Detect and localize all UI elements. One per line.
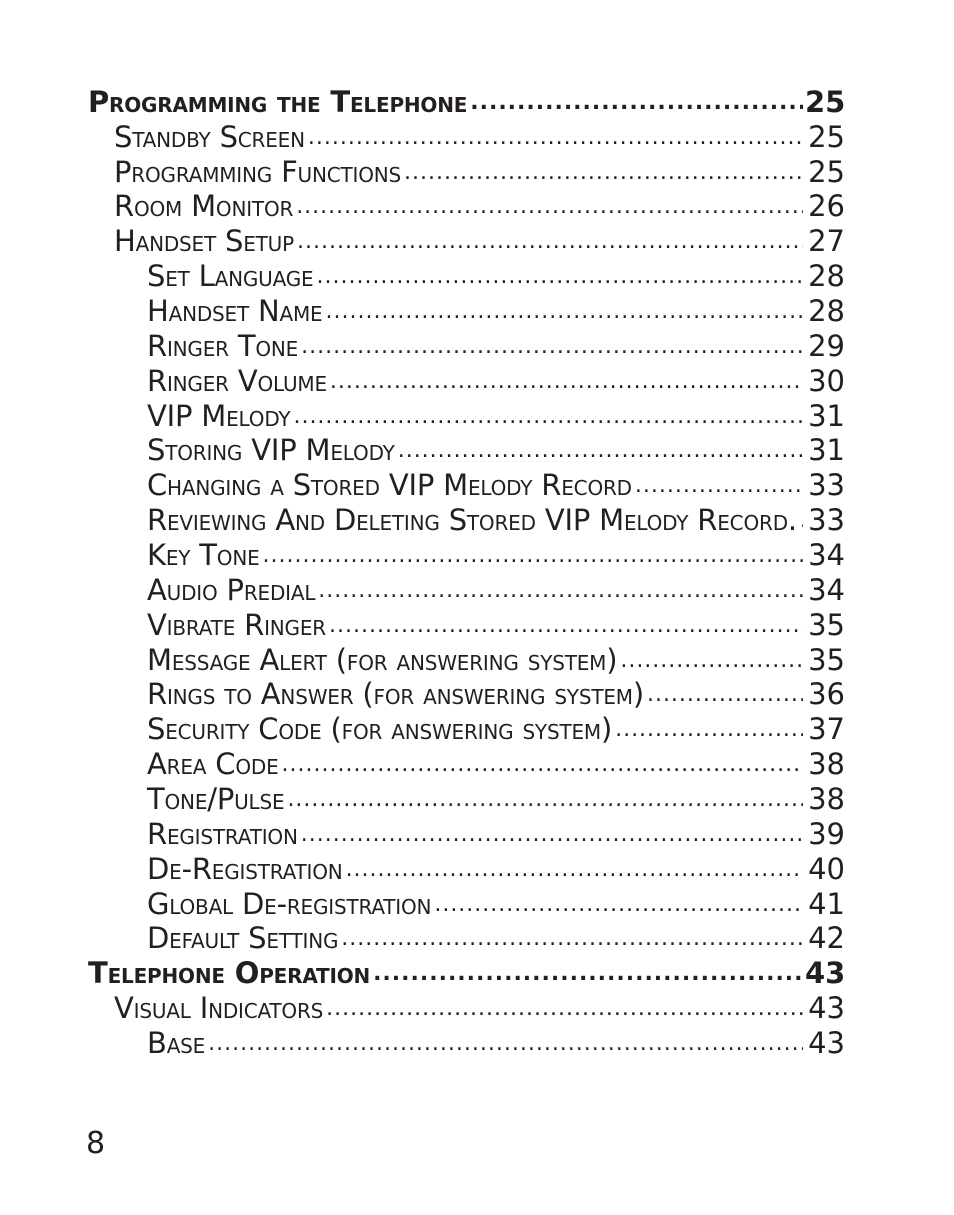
toc-entry-page: 43 bbox=[808, 991, 845, 1026]
toc-dot-leader bbox=[398, 440, 803, 462]
toc-entry-page: 36 bbox=[808, 677, 845, 712]
toc-dot-leader bbox=[301, 824, 803, 846]
toc-entry bbox=[0, 293, 954, 328]
toc-entry-title: Storing VIP Melody bbox=[147, 433, 395, 468]
toc-dot-leader bbox=[308, 127, 803, 149]
toc-dot-leader bbox=[325, 301, 803, 323]
toc-entry-title: Key Tone bbox=[147, 538, 260, 573]
toc-entry bbox=[0, 921, 954, 956]
toc-entry bbox=[0, 851, 954, 886]
toc-entry bbox=[0, 84, 954, 119]
toc-entry-page: 38 bbox=[808, 782, 845, 817]
toc-dot-leader bbox=[263, 545, 803, 567]
toc-entry bbox=[0, 502, 954, 537]
toc-dot-leader bbox=[297, 231, 803, 253]
toc-entry-title: Vibrate Ringer bbox=[147, 607, 326, 642]
toc-entry-page: 28 bbox=[808, 259, 845, 294]
toc-entry bbox=[0, 746, 954, 781]
toc-entry bbox=[0, 328, 954, 363]
toc-entry-title: Message Alert (for answering system) bbox=[147, 642, 618, 677]
toc-dot-leader bbox=[330, 371, 803, 393]
table-of-contents bbox=[0, 84, 954, 1060]
toc-entry-title: Changing a Stored VIP Melody Record bbox=[147, 468, 632, 503]
page-number: 8 bbox=[86, 1126, 106, 1161]
toc-entry-title: Default Setting bbox=[147, 921, 339, 956]
toc-entry-title: Ringer Tone bbox=[147, 328, 299, 363]
toc-dot-leader bbox=[316, 266, 803, 288]
toc-entry-title: De-Registration bbox=[147, 851, 343, 886]
toc-dot-leader bbox=[470, 92, 803, 114]
toc-entry bbox=[0, 363, 954, 398]
toc-entry-title: Handset Setup bbox=[114, 224, 294, 259]
toc-entry-page: 42 bbox=[808, 921, 845, 956]
toc-dot-leader bbox=[341, 928, 803, 950]
toc-entry-page: 30 bbox=[808, 363, 845, 398]
toc-entry bbox=[0, 154, 954, 189]
toc-entry-page: 39 bbox=[808, 816, 845, 851]
toc-entry bbox=[0, 398, 954, 433]
toc-entry-title: Ringer Volume bbox=[147, 363, 327, 398]
toc-entry bbox=[0, 886, 954, 921]
toc-entry-title: Standby Screen bbox=[114, 119, 305, 154]
toc-entry-page: 31 bbox=[808, 398, 845, 433]
toc-entry bbox=[0, 781, 954, 816]
toc-dot-leader bbox=[296, 196, 803, 218]
toc-entry-page: 38 bbox=[808, 747, 845, 782]
toc-dot-leader bbox=[301, 336, 803, 358]
toc-entry-title: Reviewing And Deleting Stored VIP Melody Record. bbox=[147, 503, 797, 538]
toc-entry bbox=[0, 119, 954, 154]
toc-dot-leader bbox=[434, 894, 803, 916]
toc-entry-page: 43 bbox=[808, 1026, 845, 1061]
toc-entry-page: 34 bbox=[808, 572, 845, 607]
toc-entry bbox=[0, 990, 954, 1025]
toc-entry-page: 29 bbox=[808, 328, 845, 363]
toc-entry bbox=[0, 223, 954, 258]
toc-entry bbox=[0, 467, 954, 502]
toc-dot-leader bbox=[318, 580, 803, 602]
toc-entry-title: Global De-registration bbox=[147, 886, 432, 921]
toc-dot-leader bbox=[647, 684, 803, 706]
toc-entry bbox=[0, 1025, 954, 1060]
toc-dot-leader bbox=[346, 859, 803, 881]
toc-entry-title: Programming Functions bbox=[114, 154, 402, 189]
toc-entry-page: 34 bbox=[808, 538, 845, 573]
toc-entry bbox=[0, 258, 954, 293]
toc-entry-page: 43 bbox=[805, 956, 846, 991]
toc-dot-leader bbox=[615, 719, 803, 741]
toc-entry-title: Set Language bbox=[147, 259, 314, 294]
toc-entry-title: Registration bbox=[147, 816, 298, 851]
toc-entry bbox=[0, 816, 954, 851]
toc-entry-page: 27 bbox=[808, 224, 845, 259]
toc-entry-title: VIP Melody bbox=[147, 398, 291, 433]
toc-entry-title: Base bbox=[147, 1026, 206, 1061]
toc-entry-page: 25 bbox=[808, 154, 845, 189]
toc-entry bbox=[0, 955, 954, 990]
toc-entry-title: Visual Indicators bbox=[114, 991, 324, 1026]
toc-dot-leader bbox=[282, 754, 804, 776]
toc-entry-page: 33 bbox=[808, 503, 845, 538]
toc-entry bbox=[0, 711, 954, 746]
toc-dot-leader bbox=[373, 963, 803, 985]
toc-dot-leader bbox=[287, 789, 803, 811]
toc-entry bbox=[0, 607, 954, 642]
toc-entry-title: Programming the Telephone bbox=[88, 84, 468, 119]
toc-entry-page: 31 bbox=[808, 433, 845, 468]
toc-entry-title: Area Code bbox=[147, 747, 279, 782]
toc-entry-page: 40 bbox=[808, 851, 845, 886]
toc-dot-leader bbox=[329, 615, 803, 637]
toc-entry-title: Security Code (for answering system) bbox=[147, 712, 613, 747]
toc-entry-page: 25 bbox=[808, 119, 845, 154]
toc-entry-title: Telephone Operation bbox=[88, 956, 371, 991]
toc-entry bbox=[0, 572, 954, 607]
toc-entry bbox=[0, 642, 954, 677]
toc-entry bbox=[0, 677, 954, 712]
toc-dot-leader bbox=[208, 1033, 803, 1055]
toc-dot-leader bbox=[635, 475, 803, 497]
toc-entry-page: 41 bbox=[808, 886, 845, 921]
toc-entry-page: 25 bbox=[805, 84, 846, 119]
toc-entry-page: 35 bbox=[808, 607, 845, 642]
toc-dot-leader bbox=[293, 406, 803, 428]
toc-entry-title: Room Monitor bbox=[114, 189, 294, 224]
toc-dot-leader bbox=[326, 998, 803, 1020]
toc-entry bbox=[0, 433, 954, 468]
toc-entry-title: Tone/Pulse bbox=[147, 782, 285, 817]
toc-entry-title: Rings to Answer (for answering system) bbox=[147, 677, 644, 712]
toc-entry-page: 26 bbox=[808, 189, 845, 224]
toc-entry-page: 28 bbox=[808, 294, 845, 329]
toc-dot-leader bbox=[404, 162, 803, 184]
toc-entry bbox=[0, 189, 954, 224]
toc-entry bbox=[0, 537, 954, 572]
toc-entry-page: 37 bbox=[808, 712, 845, 747]
toc-entry-page: 33 bbox=[808, 468, 845, 503]
toc-entry-title: Audio Predial bbox=[147, 572, 316, 607]
toc-entry-title: Handset Name bbox=[147, 294, 323, 329]
toc-entry-page: 35 bbox=[808, 642, 845, 677]
toc-dot-leader bbox=[620, 650, 803, 672]
